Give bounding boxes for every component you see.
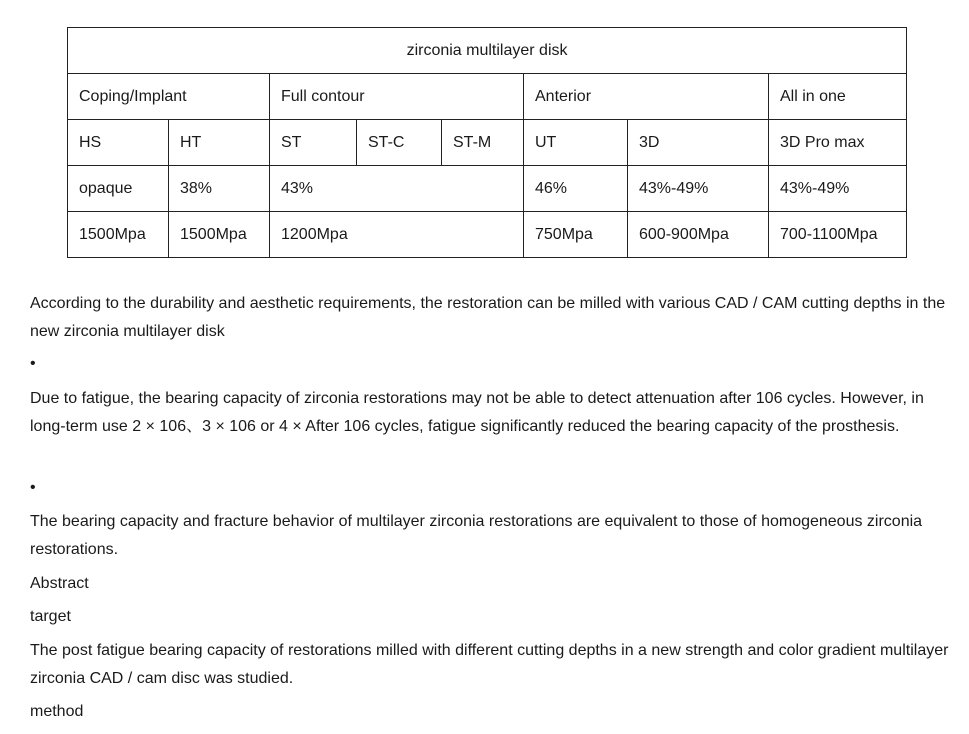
zirconia-table [67, 27, 907, 258]
cell: 43% [270, 166, 524, 212]
type-row [68, 120, 907, 166]
cell: 750Mpa [524, 212, 628, 258]
table-title: zirconia multilayer disk [68, 28, 907, 74]
type-cell: ST-C [357, 120, 442, 166]
type-cell: HT [169, 120, 270, 166]
type-cell: UT [524, 120, 628, 166]
table-title-row [68, 28, 907, 74]
strength-row [68, 212, 907, 258]
cell: 1500Mpa [68, 212, 169, 258]
type-cell: ST [270, 120, 357, 166]
cell: 1200Mpa [270, 212, 524, 258]
group-cell: Anterior [524, 74, 769, 120]
type-cell: HS [68, 120, 169, 166]
cell: 700-1100Mpa [769, 212, 907, 258]
cell: 46% [524, 166, 628, 212]
paragraph-3: The bearing capacity and fracture behavior of multilayer zirconia restorations are equivalent to those of homogeneous zirconia restorations. [30, 513, 923, 558]
group-cell: All in one [769, 74, 907, 120]
paragraph-1: According to the durability and aesthetic requirements, the restoration can be milled with various CAD / CAM cutting depths in the new zirconia multilayer disk [30, 295, 946, 340]
cell: 600-900Mpa [628, 212, 769, 258]
bullet: • [30, 479, 36, 496]
cell: 43%-49% [628, 166, 769, 212]
target-heading: target [30, 608, 71, 625]
type-cell: 3D [628, 120, 769, 166]
group-row [68, 74, 907, 120]
cell: 38% [169, 166, 270, 212]
cell: opaque [68, 166, 169, 212]
group-cell: Coping/Implant [68, 74, 270, 120]
abstract-heading: Abstract [30, 575, 89, 592]
method-heading: method [30, 703, 84, 720]
type-cell: 3D Pro max [769, 120, 907, 166]
type-cell: ST-M [442, 120, 524, 166]
cell: 43%-49% [769, 166, 907, 212]
cell: 1500Mpa [169, 212, 270, 258]
translucency-row [68, 166, 907, 212]
group-cell: Full contour [270, 74, 524, 120]
paragraph-4: The post fatigue bearing capacity of restorations milled with different cutting depths in a new strength and color gradient multilayer zirconia CAD / cam disc was studied. [30, 642, 949, 687]
bullet: • [30, 355, 36, 372]
paragraph-2: Due to fatigue, the bearing capacity of zirconia restorations may not be able to detect attenuation after 106 cycles. However, in long-term use 2 × 106、3 × 106 or 4 × After 106 cycles, fatigue significantly reduced the bearing capacity of the prosthesis. [30, 390, 924, 435]
